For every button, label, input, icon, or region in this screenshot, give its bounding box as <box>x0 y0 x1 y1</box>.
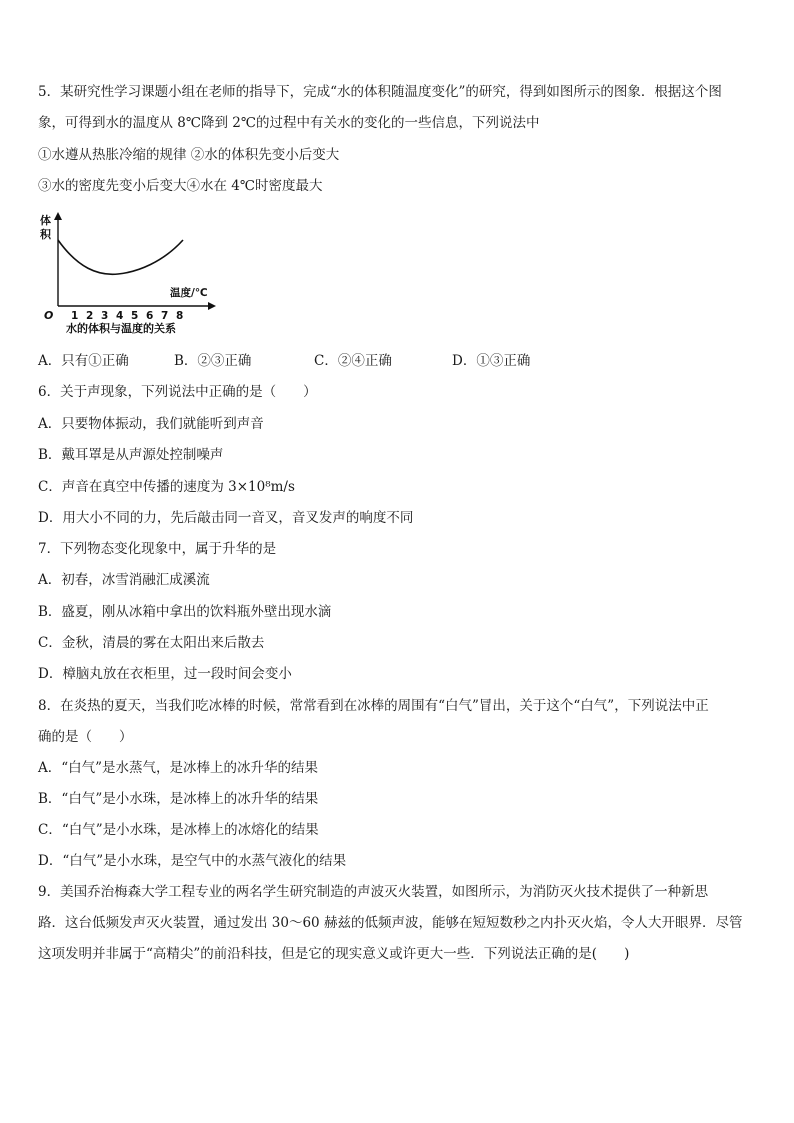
tick-label: 6 <box>146 310 154 322</box>
tick-label: 3 <box>101 310 109 322</box>
q5-stem-line2: 象，可得到水的温度从 8℃降到 2℃的过程中有关水的变化的一些信息，下列说法中 <box>38 115 540 131</box>
q6-option-d[interactable]: D．用大小不同的力，先后敲击同一音叉，音叉发声的响度不同 <box>38 510 414 526</box>
tick-label: 5 <box>131 310 139 322</box>
y-label-top: 体 <box>40 214 51 227</box>
q9-stem-line3: 这项发明并非属于“高精尖”的前沿科技，但是它的现实意义或许更大一些．下列说法正确的是( ) <box>38 946 630 962</box>
volume-temperature-graph <box>38 210 218 335</box>
q9-stem-line2: 路．这台低频发声灭火装置，通过发出 30～60 赫兹的低频声波，能够在短短数秒之内扑灭火焰，令人大开眼界．尽管 <box>38 915 743 931</box>
x-axis-arrow <box>208 302 216 310</box>
tick-label: 4 <box>116 310 124 322</box>
tick-label: 1 <box>71 310 79 322</box>
q5-option-d[interactable]: D．①③正确 <box>452 353 531 369</box>
volume-curve <box>58 240 183 274</box>
q8-option-d[interactable]: D．“白气”是小水珠，是空气中的水蒸气液化的结果 <box>38 853 347 869</box>
q6-option-b[interactable]: B．戴耳罩是从声源处控制噪声 <box>38 447 224 463</box>
q5-stem-line1: 5．某研究性学习课题小组在老师的指导下，完成“水的体积随温度变化”的研究，得到如图所示的图象．根据这个图 <box>38 84 722 100</box>
q7-stem: 7．下列物态变化现象中，属于升华的是 <box>38 541 277 557</box>
q7-option-d[interactable]: D．樟脑丸放在衣柜里，过一段时间会变小 <box>38 666 292 682</box>
q8-option-c[interactable]: C．“白气”是小水珠，是冰棒上的冰熔化的结果 <box>38 822 319 838</box>
q5-option-a[interactable]: A．只有①正确 <box>38 353 129 369</box>
q5-option-c[interactable]: C．②④正确 <box>314 353 392 369</box>
x-ticks <box>71 310 183 322</box>
q8-stem-line1: 8．在炎热的夏天，当我们吃冰棒的时候，常常看到在冰棒的周围有“白气”冒出，关于这个“白气”，下列说法中正 <box>38 698 709 714</box>
tick-label: 8 <box>176 310 184 322</box>
tick-label: 7 <box>161 310 169 322</box>
y-axis-arrow <box>54 212 62 220</box>
x-label: 温度/℃ <box>170 287 208 299</box>
q6-option-a[interactable]: A．只要物体振动，我们就能听到声音 <box>38 416 264 432</box>
q6-stem: 6．关于声现象，下列说法中正确的是（ ） <box>38 384 317 400</box>
origin-label: O <box>44 309 54 322</box>
q5-statements-2: ③水的密度先变小后变大④水在 4℃时密度最大 <box>38 178 323 194</box>
q8-stem-line2: 确的是（ ） <box>38 729 133 745</box>
q5-statements-1: ①水遵从热胀冷缩的规律 ②水的体积先变小后变大 <box>38 147 340 163</box>
tick-label: 2 <box>86 310 94 322</box>
q9-stem-line1: 9．美国乔治梅森大学工程专业的两名学生研究制造的声波灭火装置，如图所示，为消防灭火技术提供了一种新思 <box>38 884 709 900</box>
graph-caption: 水的体积与温度的关系 <box>66 322 176 335</box>
q8-option-b[interactable]: B．“白气”是小水珠，是冰棒上的冰升华的结果 <box>38 791 319 807</box>
q7-option-a[interactable]: A．初春，冰雪消融汇成溪流 <box>38 572 210 588</box>
q7-option-b[interactable]: B．盛夏，刚从冰箱中拿出的饮料瓶外壁出现水滴 <box>38 604 332 620</box>
q6-option-c[interactable]: C．声音在真空中传播的速度为 3×10⁸m/s <box>38 479 295 495</box>
q5-option-b[interactable]: B．②③正确 <box>174 353 252 369</box>
q8-option-a[interactable]: A．“白气”是水蒸气，是冰棒上的冰升华的结果 <box>38 760 319 776</box>
y-label-bottom: 积 <box>40 228 51 241</box>
q7-option-c[interactable]: C．金秋，清晨的雾在太阳出来后散去 <box>38 635 265 651</box>
q5-options <box>38 352 758 370</box>
